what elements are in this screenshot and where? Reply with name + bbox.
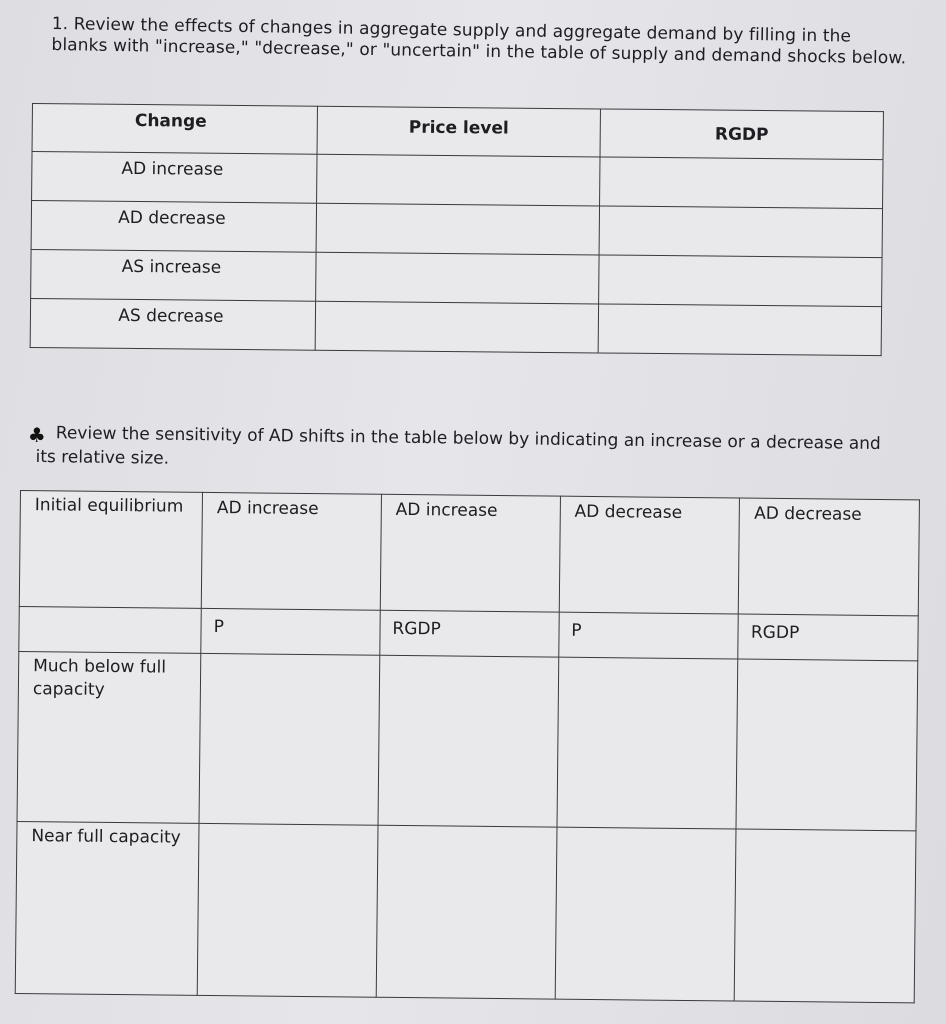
subheader-empty: [19, 606, 202, 653]
header-price-level: Price level: [317, 106, 600, 157]
answer-cell[interactable]: [197, 823, 378, 997]
question-1: [51, 14, 912, 70]
price-level-blank[interactable]: [315, 301, 598, 353]
answer-cell[interactable]: [557, 657, 738, 829]
question-2: [27, 422, 886, 480]
table-row: [31, 201, 882, 258]
header-ad-increase: AD increase: [201, 492, 381, 610]
sensitivity-header-row: [19, 491, 919, 616]
price-level-blank[interactable]: [316, 203, 599, 255]
subheader-p: P: [201, 608, 380, 655]
row-label: AS decrease: [30, 298, 315, 350]
header-initial-equilibrium: Initial equilibrium: [19, 491, 202, 609]
question-2-marker-icon: ♣: [27, 422, 46, 448]
rgdp-blank[interactable]: [600, 157, 883, 209]
row-label: AD increase: [32, 152, 317, 204]
table-row: [17, 651, 918, 830]
shocks-table: [30, 103, 884, 356]
answer-cell[interactable]: [555, 827, 736, 1001]
question-2-text: Review the sensitivity of AD shifts in the table below by indicating an increase or a decrease and its relative size.: [35, 423, 881, 469]
subheader-p: P: [559, 612, 739, 659]
answer-cell[interactable]: [736, 659, 917, 831]
header-rgdp: RGDP: [600, 109, 883, 160]
sensitivity-table: [15, 490, 920, 1003]
table-row: [31, 249, 882, 306]
price-level-blank[interactable]: [317, 154, 600, 206]
subheader-rgdp: RGDP: [380, 610, 559, 657]
header-change: Change: [32, 104, 317, 155]
table-row: [15, 821, 916, 1002]
rgdp-blank[interactable]: [598, 304, 881, 356]
answer-cell[interactable]: [199, 653, 380, 825]
row-label: AD decrease: [31, 201, 316, 253]
header-ad-decrease: AD decrease: [559, 496, 740, 614]
header-ad-decrease: AD decrease: [739, 498, 920, 616]
price-level-blank[interactable]: [316, 252, 599, 304]
header-ad-increase: AD increase: [380, 494, 560, 612]
subheader-rgdp: RGDP: [738, 614, 918, 661]
answer-cell[interactable]: [735, 829, 916, 1003]
answer-cell[interactable]: [378, 655, 559, 827]
row-label-much-below: Much below full capacity: [17, 651, 201, 823]
rgdp-blank[interactable]: [599, 255, 882, 307]
question-1-text: 1. Review the effects of changes in aggregate supply and aggregate demand by filling in the blanks with "increase," "decrease," or "uncertain" in the table of supply and demand shocks below.: [51, 14, 907, 69]
answer-cell[interactable]: [376, 825, 557, 999]
table-row: [30, 298, 881, 355]
rgdp-blank[interactable]: [599, 206, 882, 258]
shocks-table-header: [32, 104, 883, 160]
row-label-near-full: Near full capacity: [15, 821, 199, 995]
row-label: AS increase: [31, 249, 316, 301]
table-row: [32, 152, 883, 209]
